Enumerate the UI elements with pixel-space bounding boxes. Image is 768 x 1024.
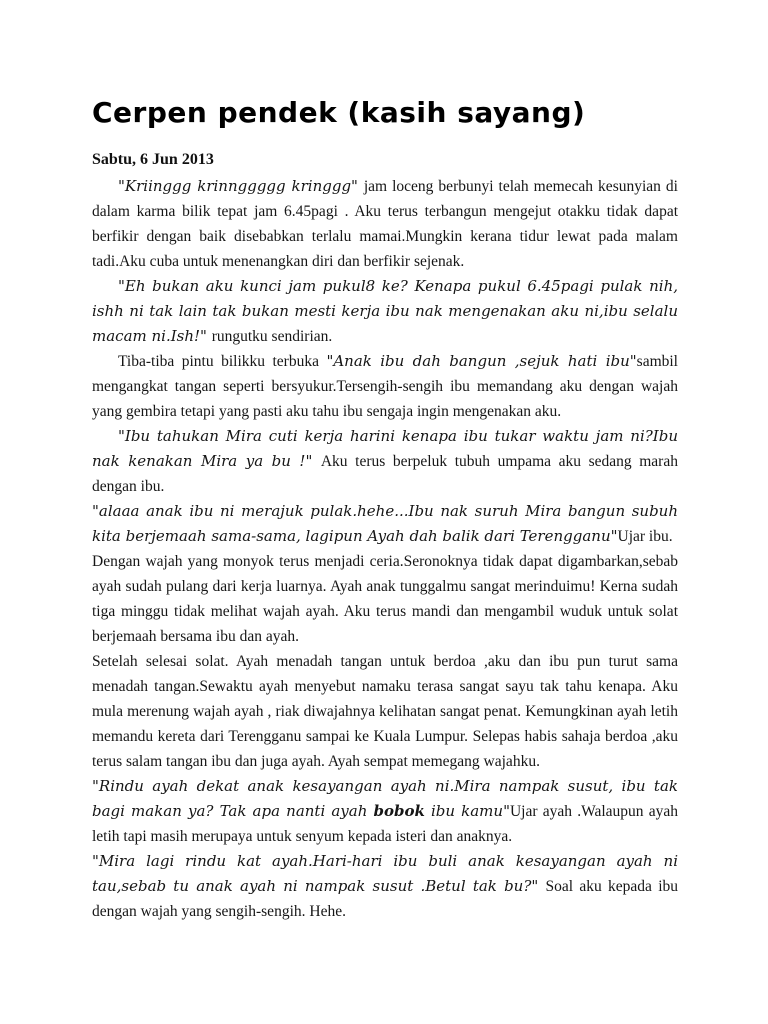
page-title: Cerpen pendek (kasih sayang): [92, 96, 586, 129]
text-run-script: "Rindu ayah dekat anak kesayangan ayah ni.Mira nampak susut, ibu tak bagi makan ya? Tak apa nanti ayah: [92, 777, 678, 820]
text-run-script: "Mira lagi rindu kat ayah.Hari-hari ibu buli anak kesayangan ayah ni tau,sebab tu anak ayah ni nampak susut .Betul tak bu?": [92, 852, 678, 895]
paragraph: [92, 274, 678, 349]
text-run-normal: Dengan wajah yang monyok terus menjadi ceria.Seronoknya tidak dapat digambarkan,sebab ayah sudah pulang dari kerja luarnya. Ayah anak tunggalmu sangat merinduimu! Kerna sudah tiga minggu tidak melihat wajah ayah. Aku terus mandi dan mengambil wuduk untuk solat berjemaah bersama ibu dan ayah.: [92, 553, 678, 645]
text-run-script: "alaaa anak ibu ni merajuk pulak.hehe...Ibu nak suruh Mira bangun subuh kita berjemaah sama-sama, lagipun Ayah dah balik dari Terengganu": [92, 502, 678, 545]
text-run-script: "Anak ibu dah bangun ,sejuk hati ibu": [326, 352, 637, 370]
paragraph: [92, 774, 678, 849]
paragraph: [92, 549, 678, 649]
text-run-normal: sambil mengangkat tangan seperti bersyukur.Tersengih-sengih ibu memandang aku dengan wajah yang gembira tetapi yang pasti aku tahu ibu sengaja ingin mengenakan aku.: [92, 353, 678, 420]
text-run-normal: Setelah selesai solat. Ayah menadah tangan untuk berdoa ,aku dan ibu pun turut sama menadah tangan.Sewaktu ayah menyebut namaku terasa sangat sayu tak tahu kenapa. Aku mula merenung wajah ayah , riak diwajahnya kelihatan sangat penat. Kemungkinan ayah letih memandu kereta dari Terengganu sampai ke Kuala Lumpur. Selepas habis sahaja berdoa ,aku terus salam tangan ibu dan juga ayah. Ayah sempat memegang wajahku.: [92, 653, 678, 770]
date-line: Sabtu, 6 Jun 2013: [92, 151, 214, 168]
story-body: [92, 174, 678, 924]
text-run-normal: Tiba-tiba pintu bilikku terbuka: [118, 353, 327, 370]
text-run-script: "Ibu tahukan Mira cuti kerja harini kenapa ibu tukar waktu jam ni?Ibu nak kenakan Mira ya bu !": [92, 427, 678, 470]
text-run-normal: jam loceng berbunyi telah memecah kesunyian di dalam karma bilik tepat jam 6.45pagi . Aku terus terbangun mengejut otakku tidak dapat berfikir dengan baik disebabkan terlalu mamai.Mungkin kerana tidur lewat pada malam tadi.Aku cuba untuk menenangkan diri dan berfikir sejenak.: [92, 178, 678, 270]
text-run-script: "Kriinggg krinnggggg kringgg": [118, 177, 364, 195]
page-content: [92, 96, 678, 924]
paragraph: [92, 349, 678, 424]
paragraph: [92, 499, 678, 549]
text-run-normal: rungutku sendirian.: [211, 328, 333, 345]
paragraph: [92, 174, 678, 274]
text-run-script-bold: bobok: [373, 802, 425, 820]
text-run-normal: Aku terus berpeluk tubuh umpama aku sedang marah dengan ibu.: [92, 453, 678, 495]
text-run-script: "Eh bukan aku kunci jam pukul8 ke? Kenapa pukul 6.45pagi pulak nih, ishh ni tak lain tak bukan mesti kerja ibu nak mengenakan aku ni,ibu selalu macam ni.Ish!": [92, 277, 678, 345]
text-run-normal: Ujar ayah .Walaupun ayah letih tapi masih merupaya untuk senyum kepada isteri dan anaknya.: [92, 803, 678, 845]
paragraph: [92, 849, 678, 924]
paragraph: [92, 424, 678, 499]
paragraph: [92, 649, 678, 774]
text-run-normal: Ujar ibu.: [617, 528, 673, 545]
text-run-script: ibu kamu": [424, 802, 510, 820]
text-run-normal: Soal aku kepada ibu dengan wajah yang sengih-sengih. Hehe.: [92, 878, 678, 920]
